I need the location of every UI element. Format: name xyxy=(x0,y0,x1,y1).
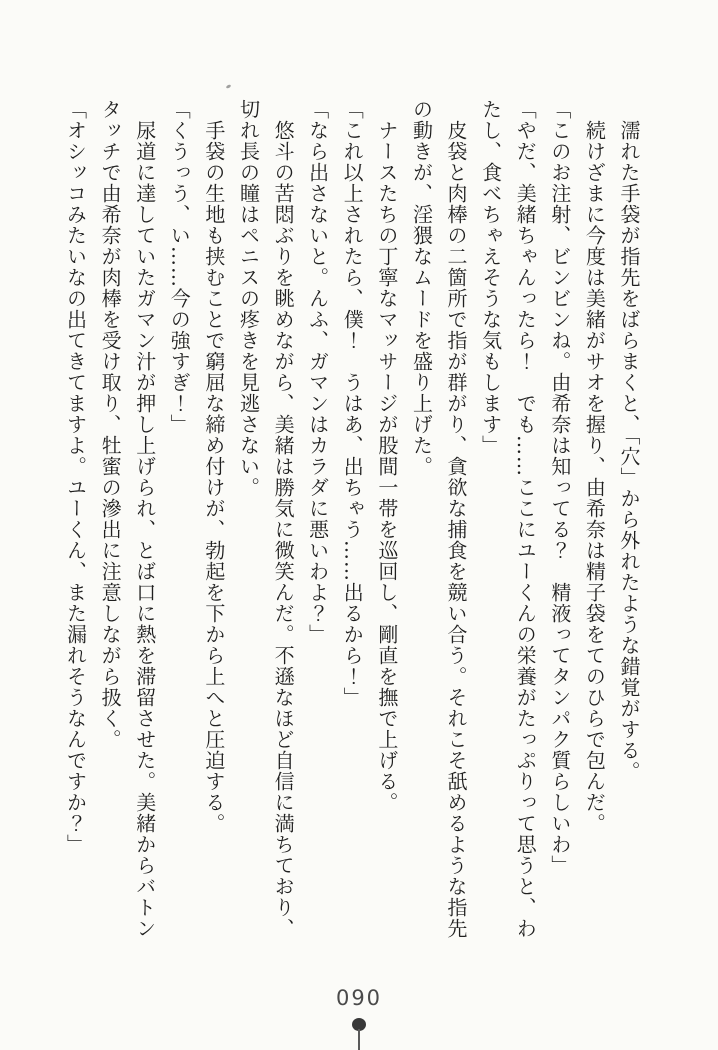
pin-stem xyxy=(358,1029,360,1050)
page-number: 090 xyxy=(335,986,383,1010)
paragraph-dialogue: 「くうっう、い……今の強すぎ！」 xyxy=(167,99,192,435)
paragraph: 尿道に達していたガマン汁が押し上げられ、とば口に熱を滞留させた。美緒からバトンタッチで由希奈が肉棒を受け取り、牡蜜の滲出に注意しながら扱く。 xyxy=(98,99,157,939)
paragraph: 皮袋と肉棒の二箇所で指が群がり、貪欲な捕食を競い合う。それこそ舐めるような指先の動きが、淫猥なムードを盛り上げた。 xyxy=(409,99,469,939)
paragraph-dialogue: 「オシッコみたいなの出てきてますよ。ユーくん、また漏れそうなんですか？」 xyxy=(63,99,88,855)
paragraph: 手袋の生地も挟むことで窮屈な締め付けが、勃起を下から上へと圧迫する。 xyxy=(201,120,226,834)
page-marker-pin xyxy=(0,1016,718,1050)
vertical-text-block xyxy=(56,99,646,941)
paragraph-dialogue: 「なら出さないと。んふ、ガマンはカラダに悪いわよ？」 xyxy=(305,99,330,645)
pin-dot-icon xyxy=(352,1018,366,1031)
paragraph-dialogue: 「これ以上されたら、僕！ うはあ、出ちゃう……出るから！」 xyxy=(340,99,365,708)
paragraph: 濡れた手袋が指先をばらまくと、「穴」から外れたような錯覚がする。 xyxy=(617,120,641,782)
paragraph-dialogue: 「やだ、美緒ちゃんったら！ でも……ここにユーくんの栄養がたっぷりって思うと、わたし、食べちゃえそうな気もします」 xyxy=(478,99,538,939)
scan-speck-artifact xyxy=(226,84,232,89)
paragraph: ナースたちの丁寧なマッサージが股間一帯を巡回し、剛直を撫で上げる。 xyxy=(374,120,399,813)
paragraph: 続けざまに今度は美緒がサオを握り、由希奈は精子袋をてのひらで包んだ。 xyxy=(582,120,607,834)
paragraph-dialogue: 「このお注射、ビンビンね。由希奈は知ってる？ 精液ってタンパク質らしいわ」 xyxy=(547,99,572,876)
paragraph: 悠斗の苦悶ぶりを眺めながら、美緒は勝気に微笑んだ。不遜なほど自信に満ちており、切れ長の瞳はペニスの疼きを見逃さない。 xyxy=(236,99,296,939)
